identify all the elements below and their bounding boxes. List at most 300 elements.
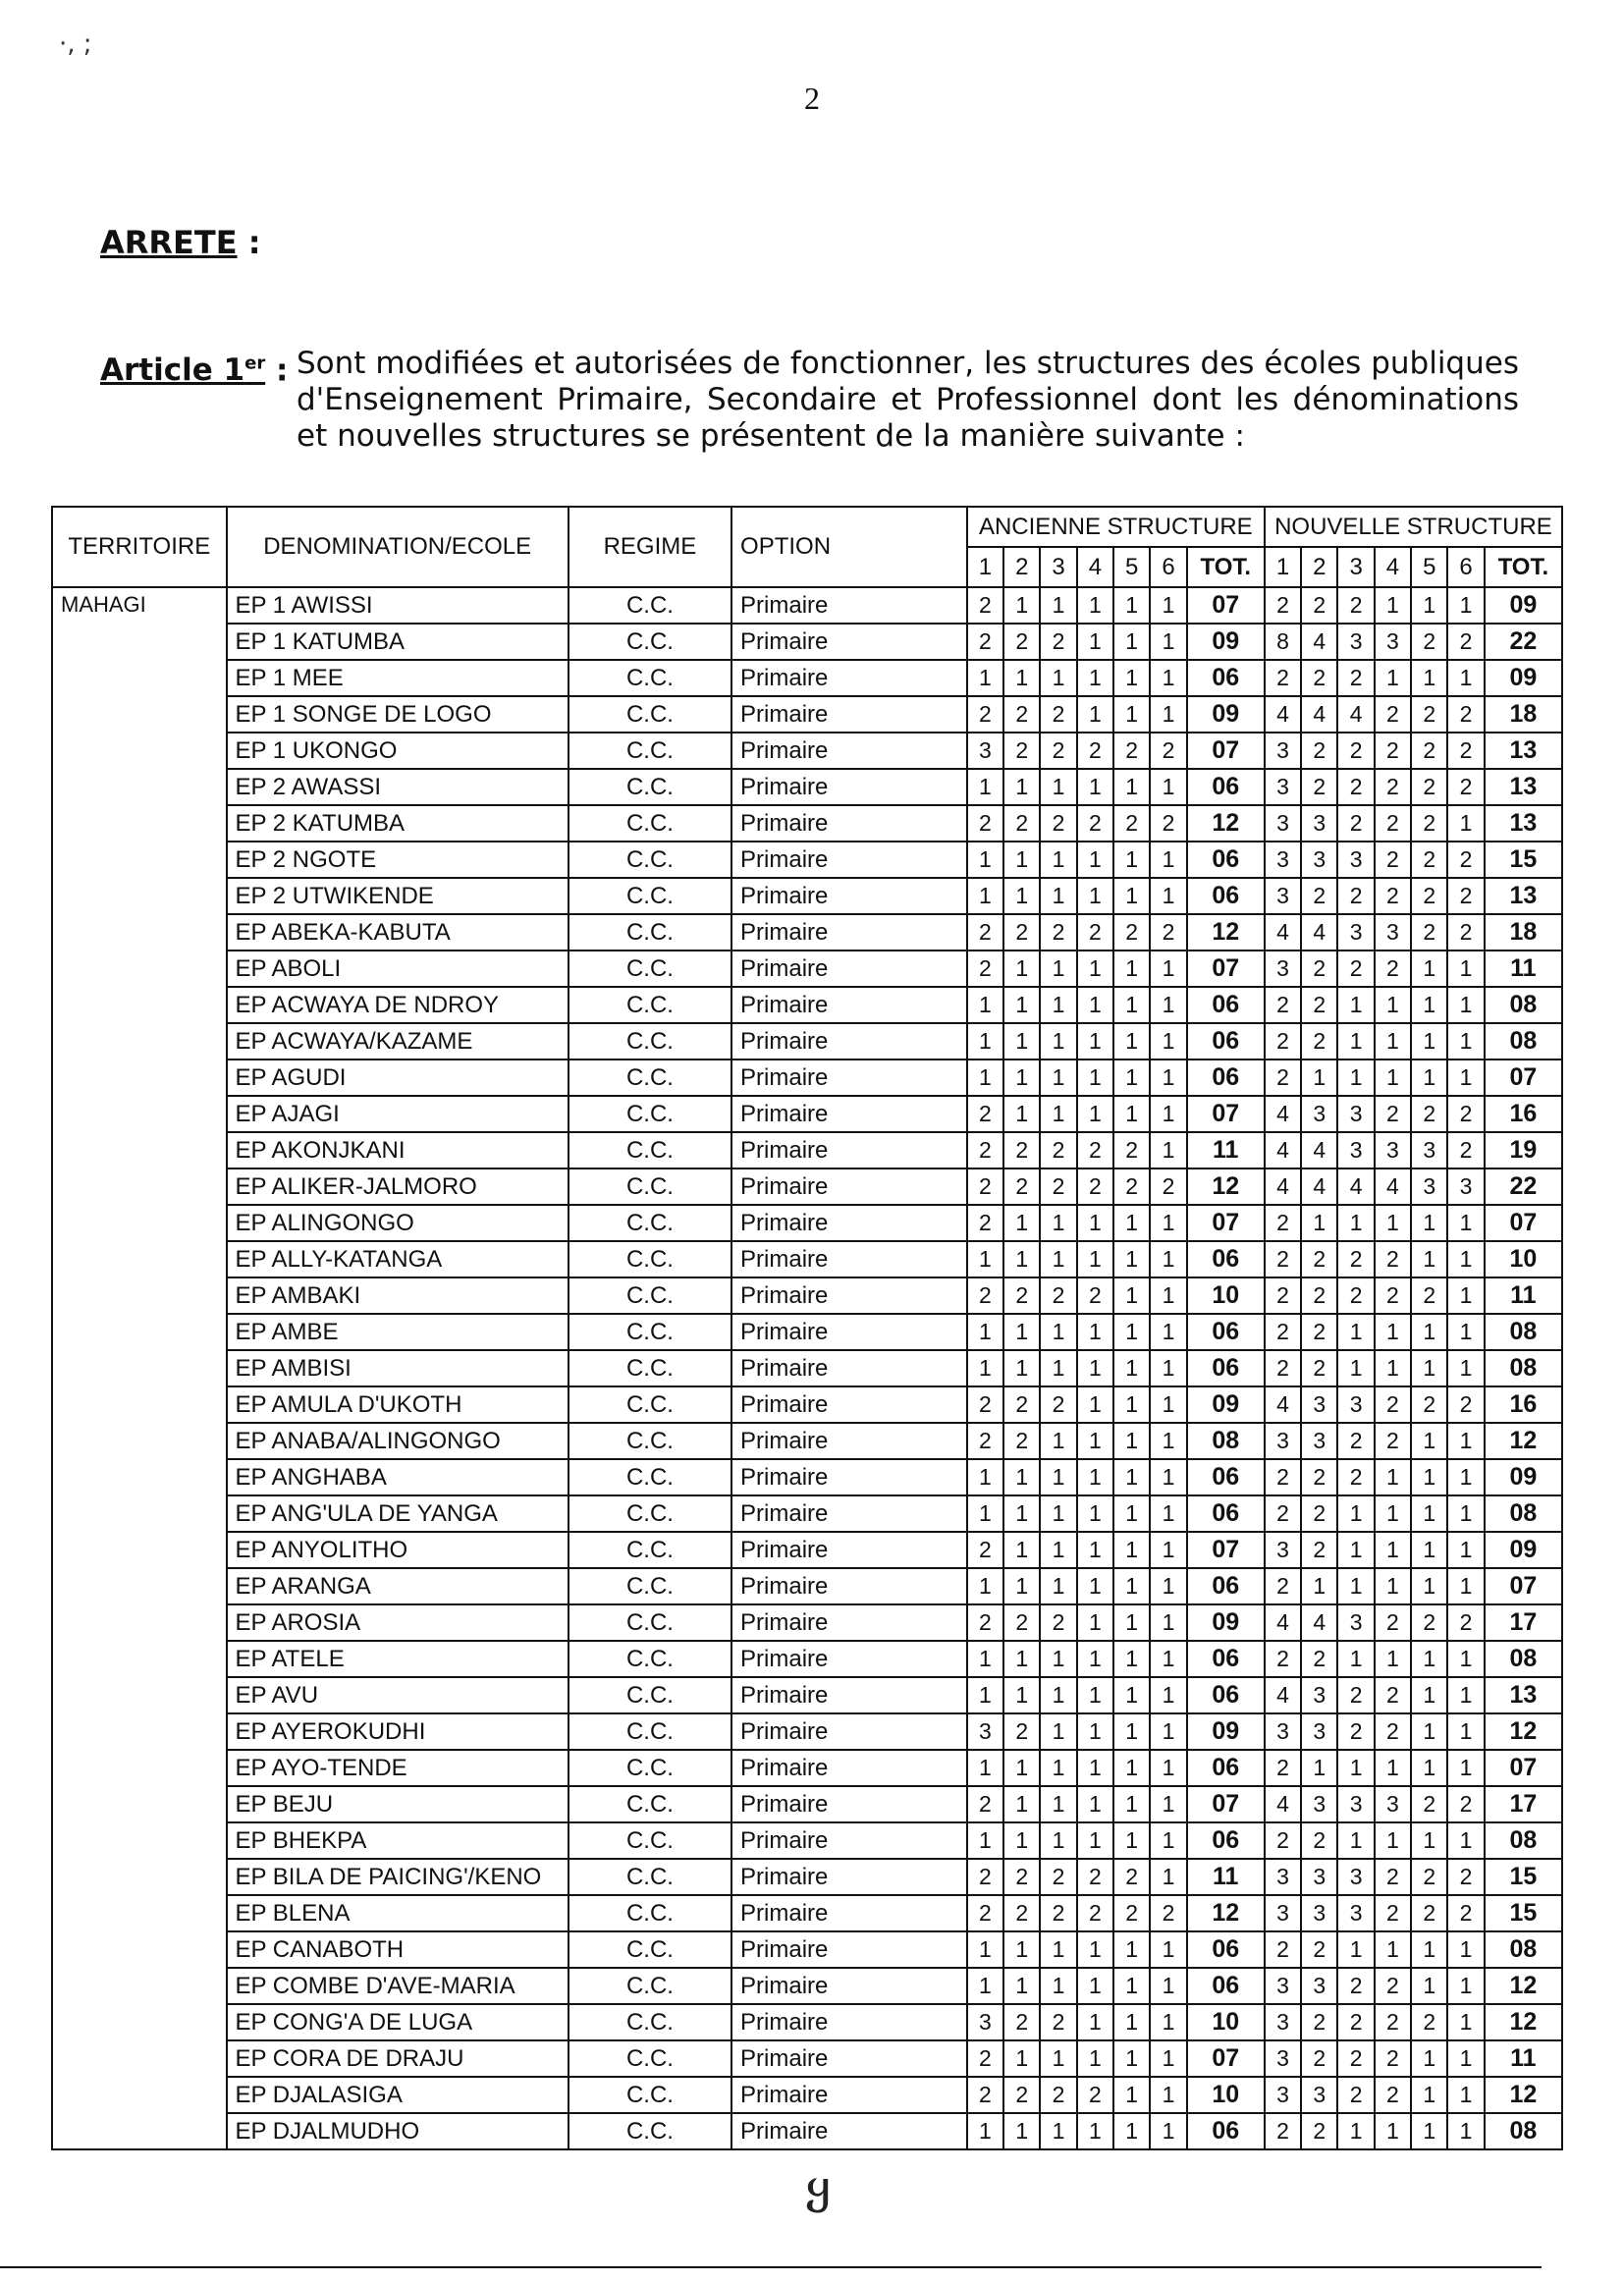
new-class-cell: 1 (1447, 1968, 1484, 2004)
new-total-cell: 12 (1485, 2077, 1562, 2113)
new-class-cell: 3 (1375, 1786, 1411, 1822)
new-total-cell: 12 (1485, 1713, 1562, 1750)
table-row (52, 733, 1562, 769)
table-row (52, 1786, 1562, 1822)
new-total-cell: 08 (1485, 1350, 1562, 1386)
new-class-cell: 3 (1265, 878, 1301, 914)
old-class-cell: 1 (1040, 1060, 1076, 1096)
option-cell: Primaire (731, 1604, 967, 1641)
header-nouvelle-col-5: 5 (1411, 547, 1447, 587)
old-class-cell: 1 (1150, 878, 1186, 914)
article-text: Sont modifiées et autorisées de fonctionner, les structures des écoles publiques d'Enseignement Primaire, Secondaire et Professionnel dont les dénominations et nouvelles structures se présentent de la manière suivante : (297, 346, 1519, 454)
table-row (52, 1277, 1562, 1314)
new-class-cell: 1 (1411, 1423, 1447, 1459)
old-class-cell: 1 (1113, 1822, 1150, 1859)
new-class-cell: 4 (1301, 624, 1337, 660)
old-total-cell: 06 (1187, 878, 1265, 914)
new-class-cell: 1 (1411, 660, 1447, 696)
new-class-cell: 2 (1375, 842, 1411, 878)
old-class-cell: 1 (1040, 1641, 1076, 1677)
table-row (52, 914, 1562, 951)
school-name-cell: EP 2 UTWIKENDE (227, 878, 568, 914)
header-ancienne-col-6: 6 (1150, 547, 1186, 587)
new-class-cell: 2 (1447, 842, 1484, 878)
old-class-cell: 1 (1077, 1931, 1113, 1968)
option-cell: Primaire (731, 2113, 967, 2149)
new-class-cell: 4 (1265, 1786, 1301, 1822)
old-class-cell: 1 (1077, 660, 1113, 696)
option-cell: Primaire (731, 1132, 967, 1168)
new-class-cell: 1 (1447, 1350, 1484, 1386)
regime-cell: C.C. (568, 842, 731, 878)
new-class-cell: 2 (1301, 2113, 1337, 2149)
new-class-cell: 2 (1375, 696, 1411, 733)
old-total-cell: 06 (1187, 1314, 1265, 1350)
school-name-cell: EP BLENA (227, 1895, 568, 1931)
new-class-cell: 2 (1447, 769, 1484, 805)
old-class-cell: 2 (1113, 733, 1150, 769)
old-class-cell: 1 (1003, 1968, 1040, 2004)
old-class-cell: 1 (1113, 1495, 1150, 1532)
article-label-text: Article 1 (100, 353, 245, 389)
old-class-cell: 1 (1077, 1822, 1113, 1859)
old-class-cell: 1 (1077, 951, 1113, 987)
new-class-cell: 1 (1411, 1459, 1447, 1495)
old-class-cell: 1 (1150, 2077, 1186, 2113)
new-class-cell: 3 (1375, 624, 1411, 660)
new-total-cell: 12 (1485, 1423, 1562, 1459)
new-total-cell: 08 (1485, 1314, 1562, 1350)
school-name-cell: EP BEJU (227, 1786, 568, 1822)
header-territoire: TERRITOIRE (52, 507, 227, 587)
option-cell: Primaire (731, 1750, 967, 1786)
old-total-cell: 07 (1187, 1205, 1265, 1241)
regime-cell: C.C. (568, 1314, 731, 1350)
old-class-cell: 1 (1113, 2113, 1150, 2149)
new-class-cell: 2 (1375, 878, 1411, 914)
old-class-cell: 2 (1113, 805, 1150, 842)
regime-cell: C.C. (568, 660, 731, 696)
old-class-cell: 2 (1040, 1168, 1076, 1205)
old-class-cell: 1 (1113, 878, 1150, 914)
school-name-cell: EP ATELE (227, 1641, 568, 1677)
school-name-cell: EP AVU (227, 1677, 568, 1713)
new-class-cell: 2 (1447, 1096, 1484, 1132)
option-cell: Primaire (731, 1386, 967, 1423)
old-class-cell: 2 (967, 696, 1003, 733)
old-class-cell: 1 (1113, 1968, 1150, 2004)
old-class-cell: 1 (1150, 1713, 1186, 1750)
old-class-cell: 2 (1003, 1132, 1040, 1168)
new-total-cell: 11 (1485, 2040, 1562, 2077)
article-colon: : (265, 353, 289, 389)
new-class-cell: 1 (1447, 1205, 1484, 1241)
regime-cell: C.C. (568, 1096, 731, 1132)
old-class-cell: 2 (1113, 1168, 1150, 1205)
old-class-cell: 2 (1077, 2077, 1113, 2113)
regime-cell: C.C. (568, 914, 731, 951)
old-class-cell: 1 (1150, 1568, 1186, 1604)
new-class-cell: 2 (1375, 1677, 1411, 1713)
old-class-cell: 1 (967, 1641, 1003, 1677)
old-class-cell: 2 (1077, 1895, 1113, 1931)
new-class-cell: 1 (1337, 1641, 1374, 1677)
old-class-cell: 1 (1077, 987, 1113, 1023)
option-cell: Primaire (731, 1895, 967, 1931)
new-class-cell: 2 (1375, 1604, 1411, 1641)
regime-cell: C.C. (568, 1168, 731, 1205)
new-class-cell: 2 (1447, 1786, 1484, 1822)
table-row (52, 1604, 1562, 1641)
old-class-cell: 1 (1150, 1677, 1186, 1713)
option-cell: Primaire (731, 1023, 967, 1060)
old-class-cell: 1 (1113, 1713, 1150, 1750)
table-row (52, 1132, 1562, 1168)
header-ancienne-tot: TOT. (1187, 547, 1265, 587)
new-class-cell: 1 (1447, 1750, 1484, 1786)
new-total-cell: 07 (1485, 1750, 1562, 1786)
table-row (52, 2077, 1562, 2113)
school-name-cell: EP COMBE D'AVE-MARIA (227, 1968, 568, 2004)
old-class-cell: 2 (1040, 1604, 1076, 1641)
school-name-cell: EP ANG'ULA DE YANGA (227, 1495, 568, 1532)
old-class-cell: 3 (967, 733, 1003, 769)
old-class-cell: 1 (1150, 1786, 1186, 1822)
new-class-cell: 2 (1301, 987, 1337, 1023)
table-row (52, 587, 1562, 624)
new-class-cell: 3 (1265, 1713, 1301, 1750)
old-total-cell: 07 (1187, 733, 1265, 769)
old-class-cell: 1 (1150, 1350, 1186, 1386)
old-class-cell: 2 (967, 1786, 1003, 1822)
option-cell: Primaire (731, 914, 967, 951)
new-class-cell: 1 (1375, 1060, 1411, 1096)
new-class-cell: 2 (1447, 878, 1484, 914)
old-class-cell: 1 (1113, 587, 1150, 624)
school-name-cell: EP AGUDI (227, 1060, 568, 1096)
new-class-cell: 1 (1447, 805, 1484, 842)
new-class-cell: 3 (1265, 1423, 1301, 1459)
new-class-cell: 2 (1411, 2004, 1447, 2040)
old-total-cell: 09 (1187, 1386, 1265, 1423)
option-cell: Primaire (731, 1350, 967, 1386)
option-cell: Primaire (731, 1423, 967, 1459)
old-class-cell: 1 (1040, 1750, 1076, 1786)
old-class-cell: 1 (1003, 878, 1040, 914)
old-class-cell: 1 (1150, 660, 1186, 696)
old-class-cell: 2 (1077, 1132, 1113, 1168)
new-class-cell: 2 (1447, 1386, 1484, 1423)
page-heading (100, 224, 261, 261)
table-row (52, 2040, 1562, 2077)
new-class-cell: 2 (1337, 1968, 1374, 2004)
option-cell: Primaire (731, 1968, 967, 2004)
new-class-cell: 1 (1447, 1241, 1484, 1277)
old-class-cell: 1 (1077, 769, 1113, 805)
new-class-cell: 4 (1301, 1132, 1337, 1168)
old-class-cell: 1 (1113, 1568, 1150, 1604)
old-class-cell: 1 (1003, 587, 1040, 624)
old-class-cell: 1 (1150, 587, 1186, 624)
new-class-cell: 2 (1301, 733, 1337, 769)
new-class-cell: 1 (1447, 1822, 1484, 1859)
new-class-cell: 2 (1375, 1968, 1411, 2004)
new-total-cell: 11 (1485, 1277, 1562, 1314)
regime-cell: C.C. (568, 2077, 731, 2113)
old-class-cell: 2 (967, 624, 1003, 660)
regime-cell: C.C. (568, 878, 731, 914)
school-name-cell: EP ABEKA-KABUTA (227, 914, 568, 951)
old-class-cell: 2 (1150, 805, 1186, 842)
new-class-cell: 2 (1265, 1459, 1301, 1495)
table-body (52, 587, 1562, 2149)
new-total-cell: 18 (1485, 696, 1562, 733)
school-name-cell: EP 1 MEE (227, 660, 568, 696)
new-class-cell: 1 (1411, 1568, 1447, 1604)
school-name-cell: EP BILA DE PAICING'/KENO (227, 1859, 568, 1895)
old-class-cell: 1 (1040, 660, 1076, 696)
new-class-cell: 2 (1375, 1859, 1411, 1895)
old-class-cell: 1 (1040, 769, 1076, 805)
new-class-cell: 1 (1337, 1822, 1374, 1859)
new-class-cell: 3 (1301, 1096, 1337, 1132)
regime-cell: C.C. (568, 1931, 731, 1968)
old-class-cell: 1 (1077, 1568, 1113, 1604)
new-class-cell: 1 (1447, 2077, 1484, 2113)
option-cell: Primaire (731, 696, 967, 733)
new-class-cell: 1 (1301, 1750, 1337, 1786)
new-class-cell: 2 (1411, 1277, 1447, 1314)
new-class-cell: 1 (1375, 1495, 1411, 1532)
old-class-cell: 1 (1113, 1314, 1150, 1350)
new-class-cell: 2 (1375, 1713, 1411, 1750)
regime-cell: C.C. (568, 2040, 731, 2077)
old-total-cell: 06 (1187, 1568, 1265, 1604)
new-class-cell: 1 (1411, 1060, 1447, 1096)
new-total-cell: 13 (1485, 733, 1562, 769)
old-class-cell: 2 (1003, 2004, 1040, 2040)
old-total-cell: 06 (1187, 1023, 1265, 1060)
new-class-cell: 1 (1375, 1350, 1411, 1386)
new-class-cell: 1 (1411, 1968, 1447, 2004)
old-total-cell: 06 (1187, 1641, 1265, 1677)
old-total-cell: 09 (1187, 696, 1265, 733)
old-class-cell: 2 (1113, 1859, 1150, 1895)
new-class-cell: 1 (1447, 1423, 1484, 1459)
new-class-cell: 2 (1411, 696, 1447, 733)
old-class-cell: 1 (1003, 842, 1040, 878)
old-total-cell: 07 (1187, 2040, 1265, 2077)
old-class-cell: 1 (1077, 1459, 1113, 1495)
old-class-cell: 2 (1113, 1132, 1150, 1168)
old-class-cell: 1 (967, 1568, 1003, 1604)
old-class-cell: 1 (1040, 1314, 1076, 1350)
new-class-cell: 1 (1301, 1060, 1337, 1096)
new-class-cell: 2 (1337, 1423, 1374, 1459)
table-row (52, 1168, 1562, 1205)
new-class-cell: 2 (1375, 2004, 1411, 2040)
old-class-cell: 1 (1113, 1241, 1150, 1277)
old-class-cell: 1 (1150, 1532, 1186, 1568)
new-class-cell: 2 (1265, 1314, 1301, 1350)
regime-cell: C.C. (568, 1713, 731, 1750)
old-class-cell: 1 (1113, 987, 1150, 1023)
header-nouvelle-structure: NOUVELLE STRUCTURE (1265, 507, 1562, 547)
new-total-cell: 09 (1485, 1532, 1562, 1568)
old-class-cell: 1 (1150, 951, 1186, 987)
new-class-cell: 1 (1337, 1495, 1374, 1532)
option-cell: Primaire (731, 1495, 967, 1532)
old-total-cell: 07 (1187, 587, 1265, 624)
new-total-cell: 08 (1485, 1931, 1562, 1968)
old-class-cell: 1 (967, 1314, 1003, 1350)
old-class-cell: 1 (967, 2113, 1003, 2149)
new-class-cell: 2 (1337, 1677, 1374, 1713)
new-total-cell: 13 (1485, 878, 1562, 914)
new-total-cell: 13 (1485, 805, 1562, 842)
old-class-cell: 1 (1077, 1750, 1113, 1786)
new-class-cell: 1 (1411, 1532, 1447, 1568)
new-class-cell: 2 (1411, 1859, 1447, 1895)
old-class-cell: 1 (967, 769, 1003, 805)
school-name-cell: EP AROSIA (227, 1604, 568, 1641)
table-row (52, 1895, 1562, 1931)
school-name-cell: EP ABOLI (227, 951, 568, 987)
old-total-cell: 10 (1187, 1277, 1265, 1314)
new-class-cell: 4 (1301, 1604, 1337, 1641)
table-row (52, 1495, 1562, 1532)
new-class-cell: 2 (1301, 1532, 1337, 1568)
new-class-cell: 3 (1265, 951, 1301, 987)
new-class-cell: 3 (1301, 1386, 1337, 1423)
new-class-cell: 2 (1337, 2077, 1374, 2113)
new-total-cell: 08 (1485, 2113, 1562, 2149)
new-class-cell: 2 (1375, 733, 1411, 769)
new-class-cell: 1 (1447, 587, 1484, 624)
old-class-cell: 1 (1113, 1386, 1150, 1423)
old-class-cell: 1 (1003, 1931, 1040, 1968)
old-class-cell: 1 (1150, 769, 1186, 805)
regime-cell: C.C. (568, 1386, 731, 1423)
school-name-cell: EP ACWAYA/KAZAME (227, 1023, 568, 1060)
old-class-cell: 2 (1040, 733, 1076, 769)
old-class-cell: 1 (1150, 1495, 1186, 1532)
new-class-cell: 4 (1265, 1132, 1301, 1168)
regime-cell: C.C. (568, 1423, 731, 1459)
option-cell: Primaire (731, 587, 967, 624)
new-class-cell: 2 (1337, 2040, 1374, 2077)
old-class-cell: 2 (1150, 1168, 1186, 1205)
old-class-cell: 1 (1077, 1677, 1113, 1713)
new-class-cell: 2 (1301, 769, 1337, 805)
old-class-cell: 1 (1077, 624, 1113, 660)
old-total-cell: 08 (1187, 1423, 1265, 1459)
old-class-cell: 1 (1113, 1350, 1150, 1386)
option-cell: Primaire (731, 1168, 967, 1205)
school-name-cell: EP CANABOTH (227, 1931, 568, 1968)
school-name-cell: EP CONG'A DE LUGA (227, 2004, 568, 2040)
old-class-cell: 2 (1003, 1277, 1040, 1314)
new-class-cell: 2 (1337, 733, 1374, 769)
table-row (52, 1532, 1562, 1568)
new-class-cell: 4 (1265, 914, 1301, 951)
old-class-cell: 1 (1113, 1205, 1150, 1241)
new-class-cell: 3 (1337, 1604, 1374, 1641)
old-class-cell: 2 (1003, 1895, 1040, 1931)
old-class-cell: 1 (1040, 1822, 1076, 1859)
new-class-cell: 4 (1265, 1168, 1301, 1205)
new-class-cell: 3 (1337, 842, 1374, 878)
old-class-cell: 1 (1150, 1205, 1186, 1241)
new-class-cell: 1 (1447, 1277, 1484, 1314)
old-class-cell: 2 (967, 1859, 1003, 1895)
new-class-cell: 3 (1301, 1859, 1337, 1895)
regime-cell: C.C. (568, 805, 731, 842)
old-total-cell: 06 (1187, 1677, 1265, 1713)
new-class-cell: 3 (1265, 2004, 1301, 2040)
new-class-cell: 4 (1301, 1168, 1337, 1205)
old-total-cell: 10 (1187, 2004, 1265, 2040)
new-class-cell: 1 (1411, 1641, 1447, 1677)
old-class-cell: 2 (967, 1205, 1003, 1241)
old-total-cell: 12 (1187, 805, 1265, 842)
option-cell: Primaire (731, 1786, 967, 1822)
old-class-cell: 1 (1040, 1023, 1076, 1060)
new-class-cell: 3 (1265, 2077, 1301, 2113)
old-class-cell: 1 (1040, 587, 1076, 624)
old-class-cell: 1 (1150, 1060, 1186, 1096)
new-class-cell: 4 (1301, 696, 1337, 733)
old-class-cell: 1 (1077, 1241, 1113, 1277)
new-class-cell: 2 (1337, 660, 1374, 696)
old-class-cell: 1 (1150, 1132, 1186, 1168)
old-class-cell: 1 (1077, 1495, 1113, 1532)
header-ancienne-col-2: 2 (1003, 547, 1040, 587)
new-class-cell: 2 (1265, 1931, 1301, 1968)
regime-cell: C.C. (568, 1568, 731, 1604)
new-class-cell: 2 (1337, 1241, 1374, 1277)
school-name-cell: EP BHEKPA (227, 1822, 568, 1859)
regime-cell: C.C. (568, 1277, 731, 1314)
new-class-cell: 3 (1301, 1895, 1337, 1931)
new-class-cell: 1 (1447, 1532, 1484, 1568)
new-class-cell: 1 (1301, 1568, 1337, 1604)
old-class-cell: 1 (1040, 1350, 1076, 1386)
old-class-cell: 1 (1003, 1241, 1040, 1277)
new-class-cell: 1 (1411, 987, 1447, 1023)
old-class-cell: 2 (967, 1132, 1003, 1168)
new-total-cell: 07 (1485, 1568, 1562, 1604)
new-class-cell: 1 (1337, 1060, 1374, 1096)
table-row (52, 878, 1562, 914)
regime-cell: C.C. (568, 587, 731, 624)
option-cell: Primaire (731, 1532, 967, 1568)
regime-cell: C.C. (568, 624, 731, 660)
new-class-cell: 2 (1447, 1859, 1484, 1895)
new-class-cell: 1 (1337, 1314, 1374, 1350)
new-class-cell: 2 (1265, 1277, 1301, 1314)
regime-cell: C.C. (568, 1786, 731, 1822)
new-class-cell: 2 (1265, 2113, 1301, 2149)
school-name-cell: EP ACWAYA DE NDROY (227, 987, 568, 1023)
heading-text: ARRETE (100, 224, 238, 261)
new-class-cell: 3 (1265, 2040, 1301, 2077)
old-class-cell: 2 (967, 951, 1003, 987)
old-class-cell: 1 (1040, 1568, 1076, 1604)
old-class-cell: 1 (1077, 1968, 1113, 2004)
school-name-cell: EP AKONJKANI (227, 1132, 568, 1168)
new-class-cell: 4 (1375, 1168, 1411, 1205)
